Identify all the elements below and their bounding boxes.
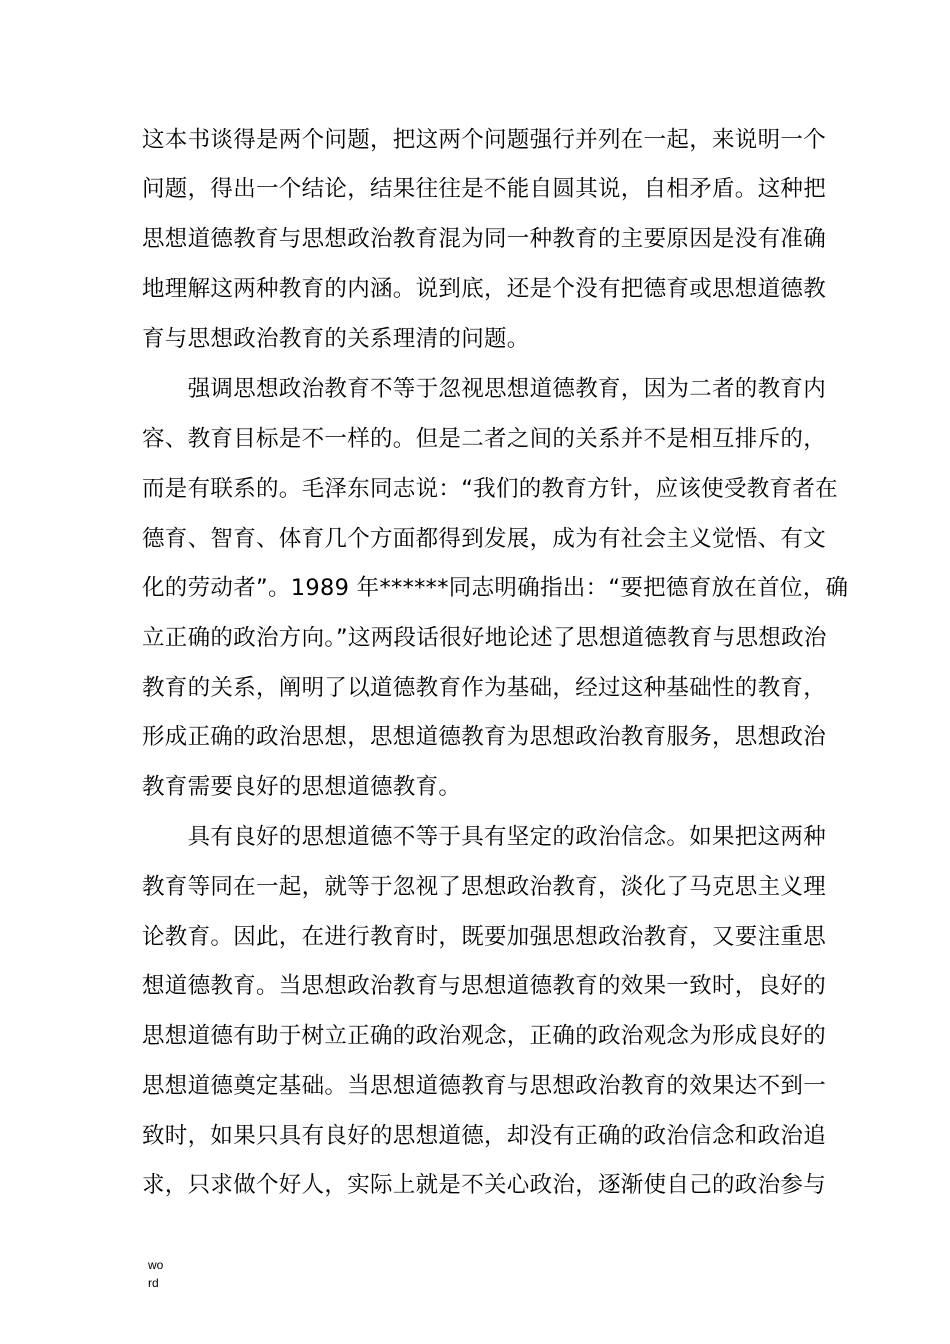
text-line: 问题，得出一个结论，结果往往是不能自圆其说，自相矛盾。这种把 [142,176,827,202]
text-line: 想道德教育。当思想政治教育与思想道德教育的效果一致时，良好的 [142,973,827,999]
text-line: 论教育。因此，在进行教育时，既要加强思想政治教育，又要注重思 [142,924,827,950]
text-line: 求，只求做个好人，实际上就是不关心政治，逐渐使自己的政治参与 [142,1172,827,1198]
text-line: 立正确的政治方向。”这两段话很好地论述了思想道德教育与思想政治 [142,625,827,651]
footer-text-line-1: wo [148,1258,164,1272]
text-line: 而是有联系的。毛泽东同志说：“我们的教育方针，应该使受教育者在 [142,476,838,502]
text-line: 教育需要良好的思想道德教育。 [142,774,462,800]
text-line: 地理解这两种教育的内涵。说到底，还是个没有把德育或思想道德教 [142,276,827,302]
footer-text-line-2: rd [148,1276,159,1290]
text-line: 这本书谈得是两个问题，把这两个问题强行并列在一起，来说明一个 [142,127,827,153]
text-line: 教育的关系，阐明了以道德教育作为基础，经过这种基础性的教育， [142,675,827,701]
text-line: 致时，如果只具有良好的思想道德，却没有正确的政治信念和政治追 [142,1123,827,1149]
text-line: 育与思想政治教育的关系理清的问题。 [142,326,530,352]
text-line: 思想道德奠定基础。当思想道德教育与思想政治教育的效果达不到一 [142,1073,827,1099]
text-line: 德育、智育、体育几个方面都得到发展，成为有社会主义觉悟、有文 [142,526,827,552]
text-line: 化的劳动者”。1989 年******同志明确指出：“要把德育放在首位，确 [142,575,849,601]
text-line: 具有良好的思想道德不等于具有坚定的政治信念。如果把这两种 [142,824,827,850]
text-line: 形成正确的政治思想，思想道德教育为思想政治教育服务，思想政治 [142,724,827,750]
text-line: 思想道德有助于树立正确的政治观念，正确的政治观念为形成良好的 [142,1023,827,1049]
text-line: 容、教育目标是不一样的。但是二者之间的关系并不是相互排斥的， [142,426,827,452]
text-line: 教育等同在一起，就等于忽视了思想政治教育，淡化了马克思主义理 [142,874,827,900]
text-line: 思想道德教育与思想政治教育混为同一种教育的主要原因是没有准确 [142,226,827,252]
text-line: 强调思想政治教育不等于忽视思想道德教育，因为二者的教育内 [142,376,827,402]
page-footer [148,1256,163,1292]
